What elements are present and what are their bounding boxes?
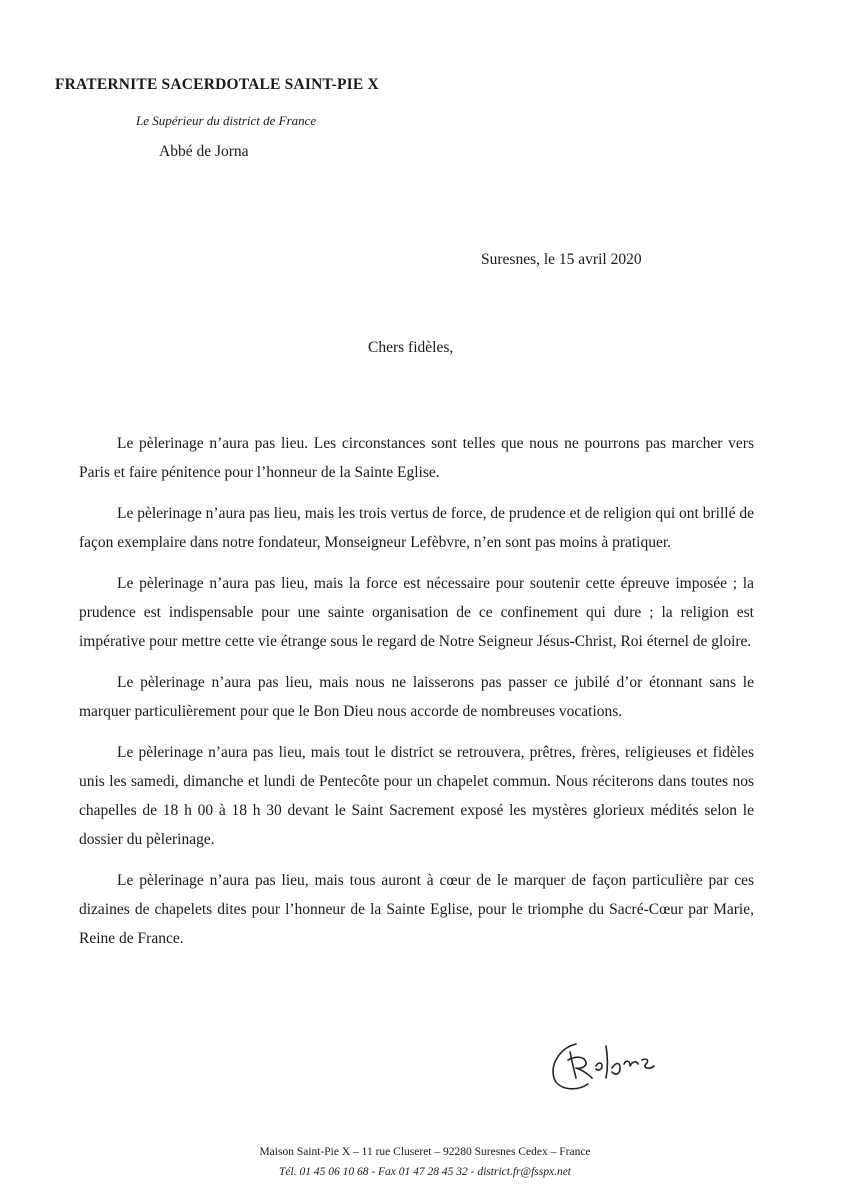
organization-name: FRATERNITE SACERDOTALE SAINT-PIE X <box>55 76 379 93</box>
paragraph: Le pèlerinage n’aura pas lieu, mais tout le district se retrouvera, prêtres, frères, religieuses et fidèles unis les samedi, dimanche et lundi de Pentecôte pour un chapelet commun. Nous réciterons dans toutes nos chapelles de 18 h 00 à 18 h 30 devant le Saint Sacrement exposé les mystères glorieux médités selon le dossier du pèlerinage. <box>79 744 754 848</box>
footer-address: Maison Saint-Pie X – 11 rue Cluseret – 92280 Suresnes Cedex – France <box>259 1146 591 1158</box>
sender-name: Abbé de Jorna <box>159 143 249 160</box>
footer <box>0 1142 850 1182</box>
salutation: Chers fidèles, <box>368 339 454 356</box>
footer-contact: Tél. 01 45 06 10 68 - Fax 01 47 28 45 32 - district.fr@fsspx.net <box>279 1166 571 1178</box>
signature-mark <box>546 1038 656 1096</box>
sender-role: Le Supérieur du district de France <box>136 113 317 128</box>
letter-body <box>79 429 754 965</box>
paragraph: Le pèlerinage n’aura pas lieu, mais nous ne laisserons pas passer ce jubilé d’or étonnant sans le marquer particulièrement pour que le Bon Dieu nous accorde de nombreuses vocations. <box>79 674 754 720</box>
paragraph: Le pèlerinage n’aura pas lieu, mais les trois vertus de force, de prudence et de religion qui ont brillé de façon exemplaire dans notre fondateur, Monseigneur Lefèbvre, n’en sont pas moins à pratiquer. <box>79 505 754 551</box>
dateline: Suresnes, le 15 avril 2020 <box>481 251 642 268</box>
paragraph: Le pèlerinage n’aura pas lieu, mais tous auront à cœur de le marquer de façon particulière par ces dizaines de chapelets dites pour l’honneur de la Sainte Eglise, pour le triomphe du Sacré-Cœur par Marie, Reine de France. <box>79 872 754 947</box>
paragraph: Le pèlerinage n’aura pas lieu, mais la force est nécessaire pour soutenir cette épreuve imposée ; la prudence est indispensable pour une sainte organisation de ce confinement qui dure ; la religion est impérative pour mettre cette vie étrange sous le regard de Notre Seigneur Jésus-Christ, Roi éternel de gloire. <box>79 575 754 650</box>
paragraph: Le pèlerinage n’aura pas lieu. Les circonstances sont telles que nous ne pourrons pas marcher vers Paris et faire pénitence pour l’honneur de la Sainte Eglise. <box>79 435 754 481</box>
